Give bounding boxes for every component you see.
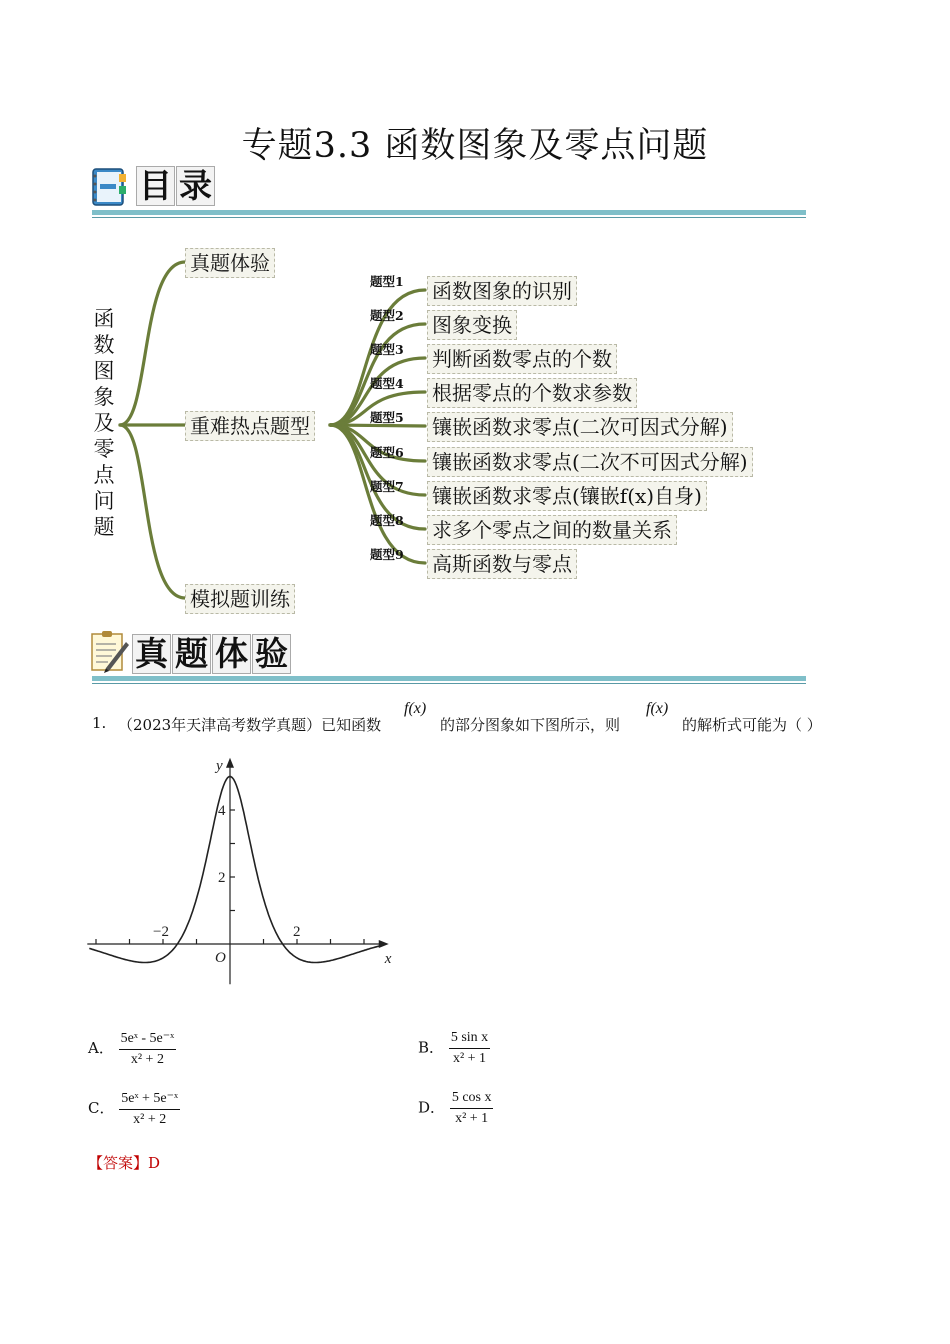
toc-root-char: 数 [93,333,115,357]
toc-root-char: 及 [93,411,115,435]
formula-numerator: 5 sin x [449,1030,490,1049]
question-source: （2023年天津高考数学真题）已知函数 [118,716,382,734]
toc-heading-char: 目 [136,166,175,206]
toc-type-item[interactable]: 镶嵌函数求零点(二次可因式分解) [427,412,733,442]
option-letter: B． [418,1038,445,1057]
toc-type-item[interactable]: 镶嵌函数求零点(镶嵌f(x)自身) [427,481,707,511]
toc-type-item[interactable]: 判断函数零点的个数 [427,344,617,374]
option-formula [119,1090,180,1128]
real-exam-heading-char: 验 [252,634,291,674]
toc-type-label: 题型6 [370,445,404,460]
option-letter: C． [88,1099,115,1117]
option-letter: A． [88,1039,114,1057]
page-title: 专题3.3 函数图象及零点问题 [241,126,709,166]
toc-type-item[interactable]: 镶嵌函数求零点(二次不可因式分解) [427,447,753,477]
toc-type-label: 题型8 [370,513,404,528]
option-letter: D． [418,1098,446,1117]
toc-branch-mock-training[interactable]: 模拟题训练 [185,584,295,614]
toc-type-item[interactable]: 高斯函数与零点 [427,549,577,579]
option-a[interactable] [88,1030,176,1068]
section-rule-thin [92,683,806,684]
formula-numerator: 5 cos x [450,1090,494,1109]
question-middle: 的部分图象如下图所示，则 [440,716,621,734]
toc-root-char: 零 [93,437,115,461]
question-fx: f(x) [404,700,427,717]
section-rule [92,676,806,681]
toc-heading-char: 录 [176,166,215,206]
real-exam-heading [132,634,292,674]
question-number: 1. [92,714,107,732]
y-tick-label: 2 [218,870,226,886]
option-formula [450,1090,494,1127]
toc-root-char: 象 [93,385,115,409]
toc-type-label: 题型5 [370,410,404,425]
function-curve [89,777,381,963]
function-graph [80,752,400,992]
formula-denominator: x² + 1 [452,1051,487,1066]
y-axis-arrow [226,758,234,768]
option-formula [449,1030,490,1067]
toc-type-label: 题型3 [370,342,404,357]
real-exam-heading-char: 题 [172,634,211,674]
x-axis-arrow [379,940,389,948]
toc-root-char: 图 [93,359,115,383]
toc-root [92,306,116,540]
toc-root-char: 题 [93,515,115,539]
formula-denominator: x² + 2 [133,1112,167,1127]
toc-type-label: 题型1 [370,274,404,289]
toc-type-item[interactable]: 求多个零点之间的数量关系 [427,515,677,545]
option-b[interactable] [418,1030,490,1067]
toc-type-label: 题型4 [370,376,404,391]
y-tick-label: 4 [218,803,226,819]
question-end: 的解析式可能为（ ） [682,716,822,734]
toc-type-label: 题型9 [370,547,404,562]
option-formula [119,1030,177,1068]
x-tick-label: −2 [153,924,169,940]
toc-type-item[interactable]: 函数图象的识别 [427,276,577,306]
answer: 【答案】D [88,1154,161,1172]
toc-root-char: 函 [93,307,115,331]
formula-denominator: x² + 1 [455,1111,489,1126]
real-exam-heading-char: 体 [212,634,251,674]
toc-root-char: 点 [93,463,115,487]
origin-label: O [215,950,226,966]
pen-paper-icon [88,628,130,678]
toc-type-item[interactable]: 根据零点的个数求参数 [427,378,637,408]
y-axis-label: y [216,757,223,774]
x-tick-label: 2 [293,924,301,940]
option-d[interactable] [418,1090,493,1127]
formula-denominator: x² + 2 [130,1052,164,1067]
x-axis-label: x [384,951,392,967]
toc-type-label: 题型7 [370,479,404,494]
option-c[interactable] [88,1090,180,1128]
formula-numerator: 5eˣ + 5e⁻ˣ [119,1090,180,1110]
toc-type-label: 题型2 [370,308,404,323]
question-fx: f(x) [646,700,669,717]
formula-numerator: 5eˣ - 5e⁻ˣ [119,1030,177,1050]
toc-branch-key-types[interactable]: 重难热点题型 [185,411,315,441]
toc-root-char: 问 [93,489,115,513]
toc-branch-real-exam[interactable]: 真题体验 [185,248,275,278]
toc-type-item[interactable]: 图象变换 [427,310,517,340]
real-exam-heading-char: 真 [132,634,171,674]
